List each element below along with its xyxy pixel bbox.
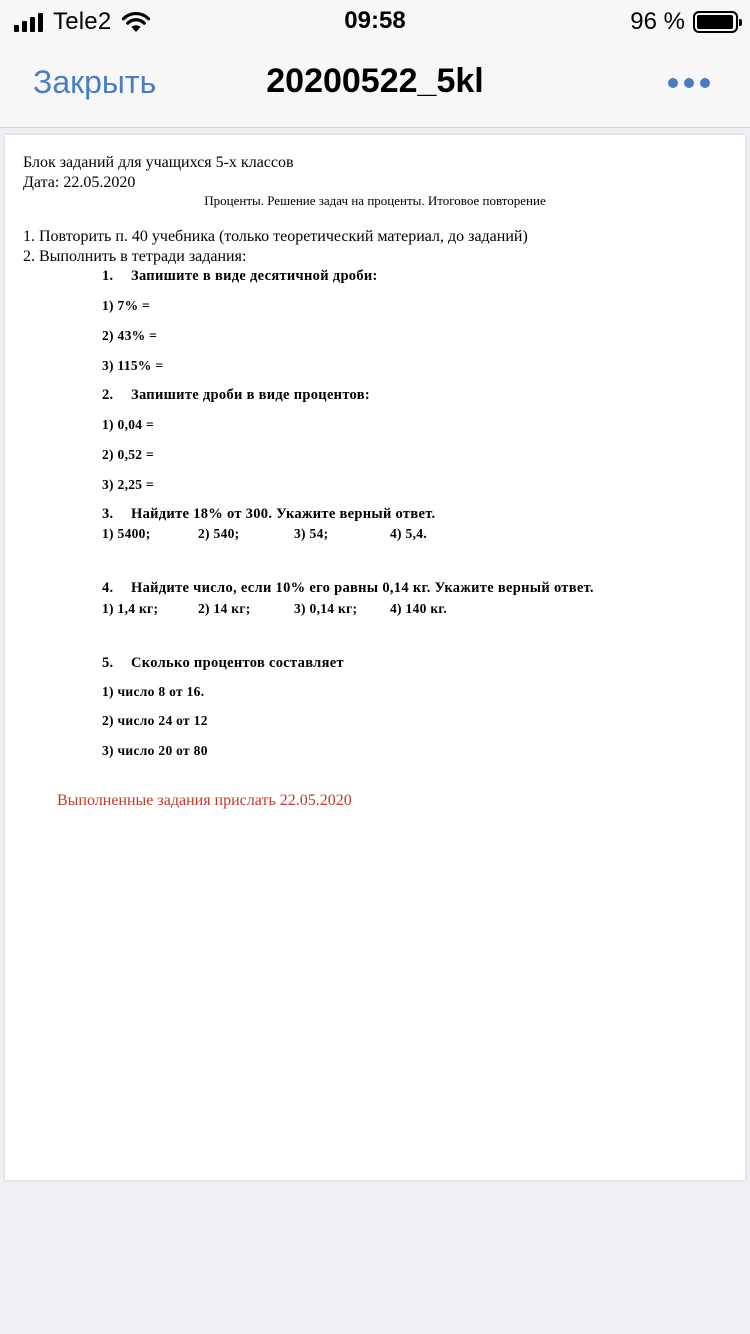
task-2-item: 1) 0,04 = [102,417,155,432]
task-1-item: 3) 115% = [102,358,164,373]
task-1-item: 1) 7% = [102,298,151,313]
task-5-number: 5. [102,655,114,671]
answer-option: 2) 14 кг; [198,601,251,616]
task-1-number: 1. [102,268,114,284]
answer-option: 2) 540; [198,526,240,541]
answer-option: 4) 140 кг. [390,601,448,616]
task-2-heading [102,387,370,404]
status-bar [0,0,750,44]
task-1-heading [102,268,378,285]
task-5-heading [102,655,344,672]
instruction-2: 2. Выполнить в тетради задания: [23,248,247,265]
close-button[interactable]: Закрыть [33,64,157,100]
more-options-icon[interactable] [668,78,710,88]
task-4-heading [102,580,594,597]
task-4-title: Найдите число, если 10% его равны 0,14 кг. Укажите верный ответ. [131,580,594,596]
task-3-answers [102,526,427,542]
task-4-answers [102,601,447,617]
battery-percent: 96 % [630,8,685,35]
task-5-title: Сколько процентов составляет [131,655,344,671]
instruction-1: 1. Повторить п. 40 учебника (только теоретический материал, до заданий) [23,228,528,245]
navigation-bar [0,44,750,128]
task-5-item: 3) число 20 от 80 [102,743,208,758]
task-1-title: Запишите в виде десятичной дроби: [131,268,378,284]
task-2-title: Запишите дроби в виде процентов: [131,387,371,403]
answer-option: 1) 5400; [102,526,151,541]
task-2-item: 2) 0,52 = [102,447,155,462]
task-5-item: 2) число 24 от 12 [102,713,208,728]
task-1-item: 2) 43% = [102,328,158,343]
task-3-number: 3. [102,506,114,522]
battery-icon [693,11,738,33]
answer-option: 3) 0,14 кг; [294,601,358,616]
task-2-item: 3) 2,25 = [102,477,155,492]
answer-option: 3) 54; [294,526,329,541]
doc-header-date: Дата: 22.05.2020 [23,174,136,191]
task-3-title: Найдите 18% от 300. Укажите верный ответ. [131,506,436,522]
carrier-name: Tele2 [53,8,112,35]
status-right [630,8,738,36]
status-time: 09:58 [344,7,406,34]
answer-option: 1) 1,4 кг; [102,601,159,616]
deadline-note: Выполненные задания прислать 22.05.2020 [57,792,352,809]
document-page [5,135,745,1180]
task-5-item: 1) число 8 от 16. [102,684,205,699]
answer-option: 4) 5,4. [390,526,427,541]
doc-subtitle: Проценты. Решение задач на проценты. Итоговое повторение [204,193,546,208]
document-title: 20200522_5kl [266,62,484,100]
task-3-heading [102,506,435,523]
battery-fill [697,15,733,29]
doc-header-line1: Блок заданий для учащихся 5-х классов [23,154,294,171]
task-4-number: 4. [102,580,114,596]
task-2-number: 2. [102,387,114,403]
